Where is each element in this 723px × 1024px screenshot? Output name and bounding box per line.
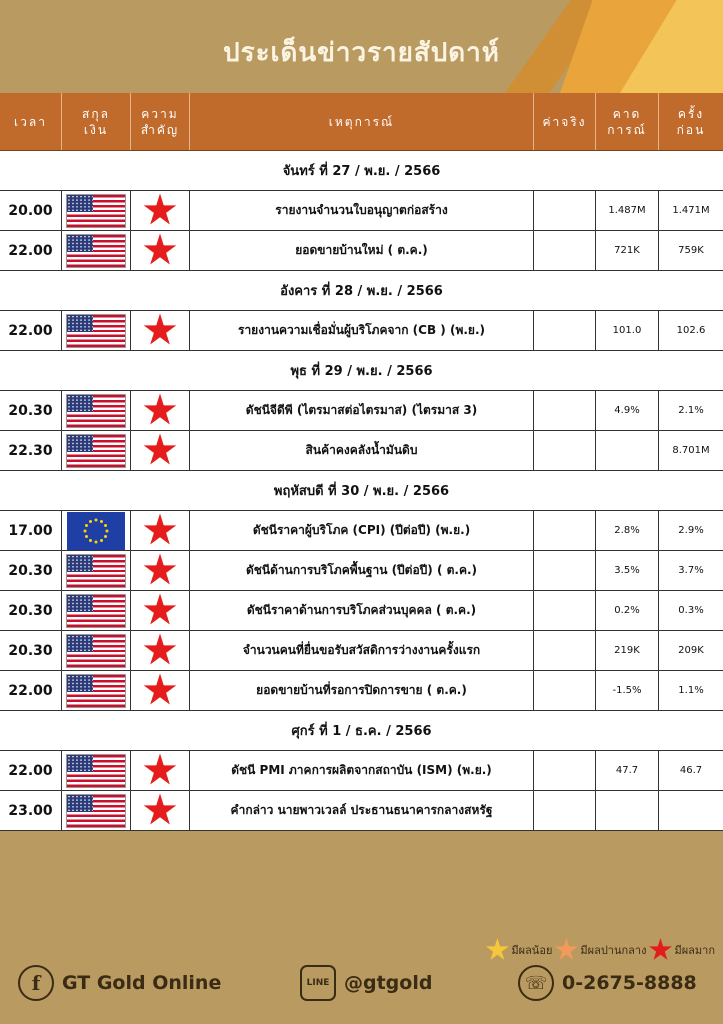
day-header: ศุกร์ ที่ 1 / ธ.ค. / 2566 [0,711,723,751]
table-row [0,391,723,431]
previous-value: 0.3% [678,605,704,616]
line-id: @gtgold [344,972,433,994]
phone-number: 0-2675-8888 [562,972,697,994]
forecast-value [596,791,659,830]
importance-cell [131,431,190,470]
event-name: รายงานจำนวนใบอนุญาตก่อสร้าง [190,191,534,230]
legend-item-high [648,938,715,962]
star-icon [143,434,177,468]
flag-canton [67,635,93,652]
day-header: จันทร์ ที่ 27 / พ.ย. / 2566 [0,151,723,191]
flag-canton [67,395,93,412]
forecast-value: 2.8% [596,511,659,550]
table-body [0,151,723,831]
us-flag-icon [67,755,125,787]
table-row [0,671,723,711]
event-name: คำกล่าว นายพาวเวลล์ ประธานธนาคารกลางสหรัฐ [190,791,534,830]
star-icon [143,674,177,708]
flag-canton [67,435,93,452]
economic-calendar-table [0,93,723,831]
importance-cell [131,671,190,710]
column-header-forecast: คาด การณ์ [596,93,659,150]
previous-value: 102.6 [676,325,706,336]
us-flag-icon [67,315,125,347]
previous-value: 759K [678,245,704,256]
event-time: 22.00 [0,311,62,350]
forecast-value: 3.5% [596,551,659,590]
actual-value [534,751,596,790]
forecast-value [596,431,659,470]
event-name: รายงานความเชื่อมั่นผู้บริโภคจาก (CB ) (พ.ย.) [190,311,534,350]
star-icon [143,754,177,788]
table-row [0,551,723,591]
importance-cell [131,791,190,830]
legend-label: มีผลปานกลาง [580,944,647,957]
us-flag-icon [67,395,125,427]
currency-cell [62,591,131,630]
event-time: 20.00 [0,191,62,230]
us-flag-icon [67,635,125,667]
currency-cell [62,191,131,230]
actual-value [534,231,596,270]
importance-cell [131,511,190,550]
table-header [0,93,723,151]
page-title: ประเด็นข่าวรายสัปดาห์ [223,38,500,68]
currency-cell [62,511,131,550]
phone-icon: ☏ [518,965,554,1001]
importance-legend [483,938,715,962]
facebook-name: GT Gold Online [62,972,222,994]
table-row [0,751,723,791]
table-row [0,591,723,631]
column-header-event: เหตุการณ์ [190,93,534,150]
importance-cell [131,591,190,630]
previous-value: 1.471M [672,205,710,216]
table-row [0,631,723,671]
event-time: 23.00 [0,791,62,830]
actual-value [534,631,596,670]
forecast-value: 47.7 [596,751,659,790]
facebook-icon: f [18,965,54,1001]
event-name: ดัชนี PMI ภาคการผลิตจากสถาบัน (ISM) (พ.ย.) [190,751,534,790]
importance-cell [131,551,190,590]
star-icon [143,794,177,828]
star-icon [143,594,177,628]
day-header: พฤหัสบดี ที่ 30 / พ.ย. / 2566 [0,471,723,511]
actual-value [534,551,596,590]
event-time: 20.30 [0,591,62,630]
event-time: 20.30 [0,551,62,590]
currency-cell [62,391,131,430]
table-row [0,231,723,271]
eu-flag-icon [67,512,125,550]
importance-cell [131,391,190,430]
previous-value: 2.9% [678,525,704,536]
forecast-value: 101.0 [596,311,659,350]
column-header-actual: ค่าจริง [534,93,596,150]
page-header [0,0,723,93]
event-name: ดัชนีราคาผู้บริโภค (CPI) (ปีต่อปี) (พ.ย.) [190,511,534,550]
us-flag-icon [67,195,125,227]
column-header-currency: สกุล เงิน [62,93,131,150]
currency-cell [62,431,131,470]
star-icon [143,314,177,348]
event-time: 20.30 [0,631,62,670]
importance-cell [131,231,190,270]
day-header: อังคาร ที่ 28 / พ.ย. / 2566 [0,271,723,311]
us-flag-icon [67,235,125,267]
previous-value: 2.1% [678,405,704,416]
flag-canton [67,195,93,212]
table-row [0,431,723,471]
star-icon [648,938,672,962]
previous-value [659,791,723,830]
star-icon [143,234,177,268]
contact-footer [0,965,723,1005]
us-flag-icon [67,795,125,827]
event-name: ดัชนีด้านการบริโภคพื้นฐาน (ปีต่อปี) ( ต.ค.) [190,551,534,590]
facebook-contact[interactable] [18,965,221,1001]
table-row [0,311,723,351]
event-name: สินค้าคงคลังน้ำมันดิบ [190,431,534,470]
importance-cell [131,191,190,230]
star-icon [554,938,578,962]
importance-cell [131,751,190,790]
line-icon: LINE [300,965,336,1001]
star-icon [143,514,177,548]
event-time: 22.00 [0,671,62,710]
previous-value: 209K [678,645,704,656]
currency-cell [62,631,131,670]
importance-cell [131,311,190,350]
previous-value: 3.7% [678,565,704,576]
flag-canton [67,235,93,252]
us-flag-icon [67,435,125,467]
flag-canton [67,755,93,772]
event-name: ดัชนีจีดีพี (ไตรมาสต่อไตรมาส) (ไตรมาส 3) [190,391,534,430]
actual-value [534,511,596,550]
actual-value [534,431,596,470]
us-flag-icon [67,595,125,627]
table-row [0,791,723,831]
event-time: 22.00 [0,751,62,790]
phone-contact[interactable] [518,965,697,1001]
column-header-importance: ความ สำคัญ [131,93,190,150]
event-name: ยอดขายบ้านใหม่ ( ต.ค.) [190,231,534,270]
day-header: พุธ ที่ 29 / พ.ย. / 2566 [0,351,723,391]
us-flag-icon [67,675,125,707]
actual-value [534,391,596,430]
actual-value [534,671,596,710]
previous-value: 8.701M [672,445,710,456]
importance-cell [131,631,190,670]
event-time: 17.00 [0,511,62,550]
flag-canton [67,795,93,812]
forecast-value: -1.5% [596,671,659,710]
forecast-value: 4.9% [596,391,659,430]
line-contact[interactable] [300,965,432,1001]
star-icon [143,194,177,228]
flag-canton [67,595,93,612]
currency-cell [62,751,131,790]
forecast-value: 0.2% [596,591,659,630]
currency-cell [62,311,131,350]
flag-canton [67,675,93,692]
actual-value [534,191,596,230]
column-header-previous: ครั้ง ก่อน [676,106,706,137]
legend-label: มีผลน้อย [511,944,553,957]
previous-value: 1.1% [678,685,704,696]
star-icon [143,554,177,588]
star-icon [143,394,177,428]
star-icon [485,938,509,962]
legend-item-medium [554,938,646,962]
flag-canton [67,555,93,572]
currency-cell [62,231,131,270]
event-time: 22.00 [0,231,62,270]
event-time: 22.30 [0,431,62,470]
previous-value: 46.7 [679,765,703,776]
us-flag-icon [67,555,125,587]
currency-cell [62,791,131,830]
actual-value [534,791,596,830]
event-name: ดัชนีราคาด้านการบริโภคส่วนบุคคล ( ต.ค.) [190,591,534,630]
legend-item-low [485,938,552,962]
actual-value [534,591,596,630]
actual-value [534,311,596,350]
forecast-value: 219K [596,631,659,670]
event-name: จำนวนคนที่ยื่นขอรับสวัสดิการว่างงานครั้งแรก [190,631,534,670]
table-row [0,191,723,231]
event-time: 20.30 [0,391,62,430]
currency-cell [62,551,131,590]
star-icon [143,634,177,668]
column-header-time: เวลา [0,93,62,150]
flag-canton [67,315,93,332]
forecast-value: 1.487M [596,191,659,230]
legend-label: มีผลมาก [674,944,715,957]
currency-cell [62,671,131,710]
table-row [0,511,723,551]
forecast-value: 721K [596,231,659,270]
event-name: ยอดขายบ้านที่รอการปิดการขาย ( ต.ค.) [190,671,534,710]
